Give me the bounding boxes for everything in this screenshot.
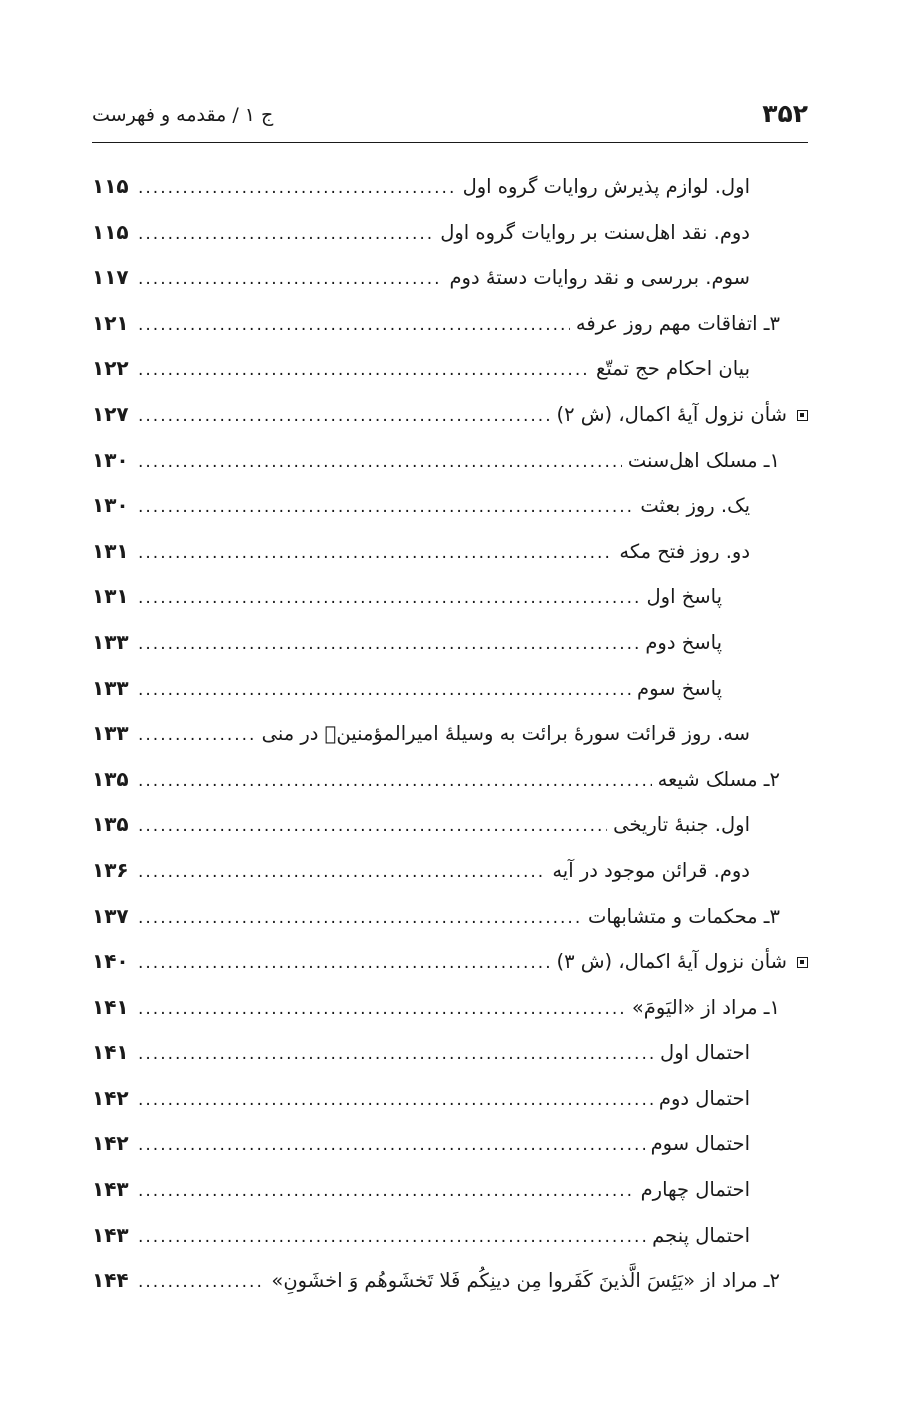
- dot-leader: [138, 941, 550, 987]
- toc-entry-title: دو. روز فتح مکه: [619, 539, 750, 563]
- toc-entry[interactable]: [92, 666, 808, 712]
- toc-entry-title: یک. روز بعثت: [640, 494, 750, 518]
- toc-entry[interactable]: [92, 1258, 808, 1304]
- toc-entry-title: ۱ـ مراد از «اليَومَ»: [631, 995, 780, 1019]
- toc-entry-title: اول. جنبهٔ تاریخی: [613, 813, 750, 837]
- dot-leader: [138, 987, 626, 1033]
- toc-entry[interactable]: [92, 392, 808, 438]
- toc-entry-page: ۱۳۵: [92, 766, 129, 791]
- dot-leader: [138, 804, 607, 850]
- toc-entry-title: پاسخ اول: [646, 585, 722, 609]
- page-number: ۳۵۲: [762, 99, 808, 128]
- toc-entry-title: سوم. بررسی و نقد روایات دستهٔ دوم: [449, 266, 750, 290]
- toc-entry-page: ۱۳۵: [92, 812, 129, 837]
- toc-entry-page: ۱۳۳: [92, 675, 129, 700]
- toc-entry-title: اول. لوازم پذیرش روایات گروه اول: [462, 175, 750, 198]
- dot-leader: [138, 1169, 635, 1215]
- toc-entry-page: ۱۴۲: [92, 1085, 129, 1110]
- toc-entry-page: ۱۴۱: [92, 1040, 129, 1065]
- toc-entry[interactable]: [92, 757, 808, 803]
- section-marker-icon: [797, 410, 808, 421]
- dot-leader: [138, 440, 622, 486]
- dot-leader: [138, 1215, 646, 1261]
- toc-entry-title: احتمال دوم: [658, 1086, 750, 1110]
- toc-entry-title: ۱ـ مسلک اهل‌سنت: [627, 448, 780, 472]
- toc-entry-page: ۱۳۰: [92, 493, 129, 518]
- toc-entry-page: ۱۱۵: [92, 174, 129, 198]
- toc-entry[interactable]: [92, 1076, 808, 1122]
- toc-entry-title: شأن نزول آیهٔ اکمال، (ش ۳): [556, 950, 787, 974]
- toc-entry-title: احتمال پنجم: [652, 1223, 750, 1247]
- toc-entry[interactable]: [92, 1121, 808, 1167]
- dot-leader: [138, 759, 652, 805]
- toc-entry-title: احتمال سوم: [650, 1132, 750, 1156]
- toc-entry-title: دوم. نقد اهل‌سنت بر روایات گروه اول: [440, 220, 750, 244]
- header-rule: [92, 142, 808, 143]
- dot-leader: [138, 1032, 654, 1078]
- section-marker-icon: [797, 957, 808, 968]
- toc-entry[interactable]: [92, 848, 808, 894]
- toc-entry[interactable]: [92, 985, 808, 1031]
- toc-entry-page: ۱۳۳: [92, 721, 129, 746]
- toc-entry[interactable]: [92, 529, 808, 575]
- dot-leader: [138, 850, 546, 896]
- toc-entry[interactable]: [92, 1030, 808, 1076]
- toc-entry[interactable]: [92, 894, 808, 940]
- toc-entry-title: ۳ـ اتفاقات مهم روز عرفه: [575, 311, 780, 335]
- toc-entry[interactable]: [92, 1167, 808, 1213]
- dot-leader: [138, 1260, 265, 1306]
- toc-entry-title: پاسخ دوم: [645, 630, 722, 654]
- toc-entry-page: ۱۳۱: [92, 538, 129, 563]
- toc-entry[interactable]: [92, 1213, 808, 1259]
- table-of-contents: [92, 164, 808, 1304]
- toc-entry-title: دوم. قرائن موجود در آیه: [552, 858, 750, 882]
- dot-leader: [138, 303, 570, 349]
- toc-entry-page: ۱۱۵: [92, 219, 129, 244]
- toc-entry[interactable]: [92, 164, 808, 210]
- dot-leader: [138, 212, 434, 258]
- toc-entry[interactable]: [92, 939, 808, 985]
- toc-entry-page: ۱۲۱: [92, 310, 129, 335]
- toc-entry-title: سه. روز قرائت سورهٔ برائت به وسیلهٔ امیرالمؤمنینؐ در منی: [261, 722, 750, 746]
- toc-entry-page: ۱۴۳: [92, 1222, 129, 1247]
- toc-entry-page: ۱۲۷: [92, 401, 129, 426]
- toc-entry-page: ۱۳۳: [92, 629, 129, 654]
- toc-entry[interactable]: [92, 802, 808, 848]
- toc-entry-page: ۱۱۷: [92, 265, 129, 290]
- toc-entry-page: ۱۴۰: [92, 949, 129, 974]
- dot-leader: [138, 485, 634, 531]
- toc-entry-page: ۱۳۶: [92, 857, 129, 882]
- toc-entry-page: ۱۳۱: [92, 584, 129, 609]
- toc-entry-page: ۱۴۲: [92, 1131, 129, 1156]
- toc-entry-title: احتمال چهارم: [640, 1178, 750, 1202]
- toc-entry[interactable]: [92, 301, 808, 347]
- dot-leader: [138, 622, 639, 668]
- dot-leader: [138, 257, 443, 303]
- dot-leader: [138, 166, 457, 212]
- toc-entry-page: ۱۴۳: [92, 1177, 129, 1202]
- dot-leader: [138, 348, 590, 394]
- dot-leader: [138, 394, 550, 440]
- toc-entry-page: ۱۳۰: [92, 447, 129, 472]
- toc-entry[interactable]: [92, 620, 808, 666]
- toc-entry[interactable]: [92, 574, 808, 620]
- dot-leader: [138, 531, 613, 577]
- dot-leader: [138, 1123, 645, 1169]
- toc-entry-title: احتمال اول: [660, 1041, 750, 1065]
- toc-entry-page: ۱۲۲: [92, 356, 129, 381]
- toc-entry-page: ۱۳۷: [92, 903, 129, 928]
- page-header: [92, 96, 808, 132]
- toc-entry-title: ۲ـ مراد از «يَئِسَ الَّذينَ كَفَروا مِن دينِكُم فَلا تَخشَوهُم وَ اخشَونِ»: [271, 1269, 780, 1293]
- toc-entry-title: ۲ـ مسلک شیعه: [657, 767, 780, 791]
- toc-entry-title: بیان احکام حج تمتّع: [595, 357, 750, 381]
- toc-entry-title: شأن نزول آیهٔ اکمال، (ش ۲): [556, 402, 787, 426]
- dot-leader: [138, 1078, 653, 1124]
- dot-leader: [138, 896, 582, 942]
- toc-entry[interactable]: [92, 210, 808, 256]
- toc-entry[interactable]: [92, 346, 808, 392]
- toc-entry[interactable]: [92, 438, 808, 484]
- toc-entry-title: ۳ـ محکمات و متشابهات: [588, 904, 780, 928]
- toc-entry-title: پاسخ سوم: [637, 676, 722, 700]
- running-title: ج ۱ / مقدمه و فهرست: [92, 104, 274, 126]
- toc-entry[interactable]: [92, 711, 808, 757]
- dot-leader: [138, 576, 641, 622]
- dot-leader: [138, 713, 256, 759]
- dot-leader: [138, 668, 631, 714]
- toc-entry[interactable]: [92, 255, 808, 301]
- toc-entry-page: ۱۴۴: [92, 1268, 129, 1293]
- toc-entry[interactable]: [92, 483, 808, 529]
- toc-entry-page: ۱۴۱: [92, 994, 129, 1019]
